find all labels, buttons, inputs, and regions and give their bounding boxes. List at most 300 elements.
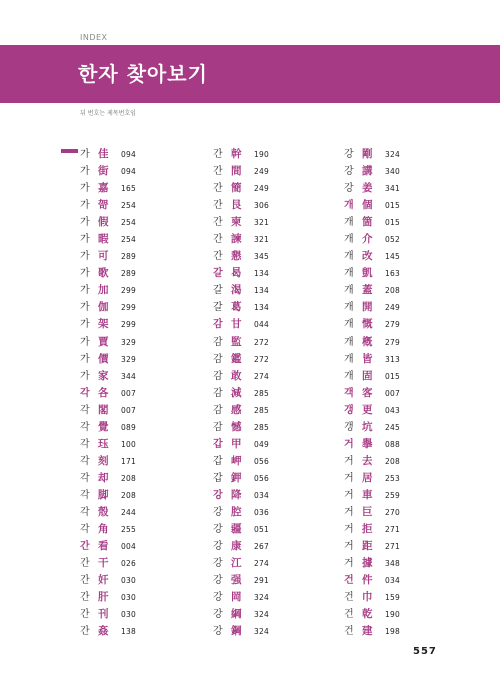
index-entry [213, 194, 269, 211]
entry-hanja: 鋼 [231, 625, 242, 638]
entry-hangul: 간 [213, 166, 223, 178]
index-entry [213, 535, 269, 552]
index-entry [80, 433, 136, 450]
index-entry [344, 143, 400, 160]
entry-hanja: 姜 [362, 182, 373, 195]
entry-hanja: 皆 [362, 352, 373, 365]
index-entry [213, 586, 269, 603]
index-entry [344, 313, 400, 330]
entry-number: 329 [121, 337, 136, 347]
entry-hanja: 剛 [362, 148, 373, 160]
entry-hanja: 艮 [231, 199, 242, 212]
index-entry [344, 177, 400, 194]
entry-hangul: 강 [344, 183, 354, 195]
entry-number: 299 [121, 303, 136, 313]
entry-number: 274 [254, 559, 269, 569]
entry-number: 007 [121, 405, 136, 415]
index-entry [213, 518, 269, 535]
entry-hangul: 가 [80, 149, 90, 160]
entry-hanja: 干 [98, 557, 109, 570]
index-entry [344, 518, 400, 535]
entry-number: 244 [121, 507, 136, 517]
entry-number: 344 [121, 371, 136, 381]
entry-hangul: 거 [344, 472, 354, 484]
index-entry [213, 228, 269, 245]
entry-number: 254 [121, 201, 136, 211]
index-entry [344, 399, 400, 416]
entry-number: 249 [254, 167, 269, 177]
entry-hanja: 姦 [98, 625, 109, 638]
entry-hanja: 各 [98, 386, 109, 399]
entry-hangul: 각 [80, 421, 90, 433]
entry-hanja: 講 [362, 165, 373, 178]
entry-number: 134 [254, 303, 269, 313]
entry-number: 321 [254, 235, 269, 245]
entry-number: 255 [121, 525, 136, 535]
entry-hangul: 건 [344, 592, 354, 604]
entry-hangul: 간 [80, 541, 90, 553]
entry-number: 052 [385, 235, 400, 245]
entry-number: 034 [385, 576, 400, 586]
entry-hanja: 巾 [362, 591, 373, 604]
entry-hangul: 갈 [213, 285, 223, 297]
entry-hangul: 각 [80, 438, 90, 450]
entry-hanja: 脚 [98, 488, 109, 501]
entry-hangul: 거 [344, 558, 354, 570]
entry-hanja: 歌 [98, 267, 109, 280]
entry-hanja: 假 [98, 216, 109, 229]
entry-hangul: 거 [344, 524, 354, 536]
index-entry [80, 450, 136, 467]
index-entry [213, 399, 269, 416]
entry-number: 274 [254, 371, 269, 381]
index-entry [344, 348, 400, 365]
index-entry [344, 245, 400, 262]
entry-hangul: 강 [344, 149, 354, 160]
entry-number: 321 [254, 218, 269, 228]
index-entry [344, 586, 400, 603]
entry-hanja: 距 [362, 540, 373, 553]
entry-number: 306 [254, 201, 269, 211]
entry-number: 254 [121, 218, 136, 228]
entry-hanja: 價 [98, 352, 109, 365]
entry-number: 340 [385, 167, 400, 177]
index-entry [80, 382, 136, 399]
entry-hangul: 갈 [213, 302, 223, 314]
entry-hanja: 嘉 [98, 182, 109, 195]
entry-number: 324 [254, 593, 269, 603]
entry-hanja: 伽 [98, 301, 109, 314]
index-entry [213, 382, 269, 399]
entry-hangul: 가 [80, 234, 90, 246]
entry-hanja: 擧 [362, 437, 373, 450]
entry-hangul: 갑 [213, 472, 223, 484]
index-entry [80, 177, 136, 194]
entry-number: 036 [254, 507, 269, 517]
entry-number: 324 [254, 627, 269, 637]
entry-hangul: 감 [213, 370, 223, 382]
entry-hangul: 간 [213, 234, 223, 246]
entry-number: 134 [254, 269, 269, 279]
entry-hanja: 葛 [231, 301, 242, 314]
entry-hangul: 각 [80, 404, 90, 416]
entry-hanja: 改 [362, 250, 373, 263]
index-entry [344, 262, 400, 279]
index-column-3 [344, 143, 400, 637]
entry-hangul: 간 [80, 575, 90, 587]
index-entry [80, 194, 136, 211]
entry-number: 249 [385, 303, 400, 313]
entry-hangul: 개 [344, 251, 354, 263]
index-entry [80, 603, 136, 620]
entry-hangul: 가 [80, 285, 90, 297]
entry-number: 272 [254, 354, 269, 364]
entry-hanja: 康 [231, 540, 242, 553]
entry-hangul: 감 [213, 387, 223, 399]
entry-hangul: 객 [344, 387, 354, 399]
index-entry [213, 262, 269, 279]
index-entry [80, 160, 136, 177]
entry-hanja: 架 [98, 318, 109, 331]
entry-number: 289 [121, 252, 136, 262]
entry-hangul: 간 [213, 149, 223, 160]
index-entry [344, 228, 400, 245]
index-entry [344, 416, 400, 433]
entry-hangul: 간 [80, 609, 90, 621]
entry-hanja: 車 [362, 488, 373, 501]
index-entry [344, 569, 400, 586]
index-entry [80, 467, 136, 484]
index-entry [80, 228, 136, 245]
entry-number: 030 [121, 576, 136, 586]
entry-hanja: 乾 [362, 608, 373, 621]
entry-number: 145 [385, 252, 400, 262]
entry-hangul: 가 [80, 336, 90, 348]
index-entry [344, 211, 400, 228]
entry-hangul: 각 [80, 489, 90, 501]
index-entry [213, 211, 269, 228]
entry-number: 208 [121, 490, 136, 500]
entry-hangul: 감 [213, 319, 223, 331]
entry-number: 088 [385, 439, 400, 449]
entry-hanja: 甘 [231, 318, 242, 331]
index-column-2 [213, 143, 269, 637]
entry-hangul: 개 [344, 234, 354, 246]
index-entry [80, 620, 136, 637]
index-entry [213, 603, 269, 620]
entry-hanja: 街 [98, 165, 109, 178]
entry-number: 267 [254, 542, 269, 552]
entry-hangul: 감 [213, 353, 223, 365]
entry-hangul: 개 [344, 200, 354, 212]
index-entry [344, 535, 400, 552]
entry-hangul: 강 [213, 524, 223, 536]
page-number: 557 [413, 646, 437, 657]
index-entry [80, 331, 136, 348]
index-entry [344, 450, 400, 467]
entry-number: 270 [385, 507, 400, 517]
title-banner [0, 45, 500, 103]
entry-number: 044 [254, 320, 269, 330]
index-entry [213, 177, 269, 194]
entry-hanja: 疆 [231, 523, 242, 536]
entry-number: 313 [385, 354, 400, 364]
entry-hanja: 刊 [98, 608, 109, 621]
entry-number: 015 [385, 218, 400, 228]
entry-hangul: 각 [80, 506, 90, 518]
entry-number: 291 [254, 576, 269, 586]
entry-hangul: 개 [344, 217, 354, 229]
entry-hanja: 看 [98, 540, 109, 553]
entry-number: 245 [385, 422, 400, 432]
index-entry [80, 211, 136, 228]
entry-hangul: 건 [344, 626, 354, 638]
index-entry [344, 331, 400, 348]
entry-number: 190 [385, 610, 400, 620]
entry-hangul: 강 [213, 506, 223, 518]
entry-number: 043 [385, 405, 400, 415]
entry-hangul: 거 [344, 455, 354, 467]
entry-number: 259 [385, 490, 400, 500]
entry-hangul: 강 [213, 541, 223, 553]
index-entry [344, 484, 400, 501]
index-entry [213, 416, 269, 433]
entry-hangul: 강 [213, 609, 223, 621]
entry-hangul: 각 [80, 524, 90, 536]
entry-number: 271 [385, 525, 400, 535]
entry-number: 159 [385, 593, 400, 603]
entry-hanja: 更 [362, 403, 373, 416]
entry-number: 285 [254, 422, 269, 432]
index-entry [213, 569, 269, 586]
index-entry [213, 433, 269, 450]
entry-hangul: 개 [344, 336, 354, 348]
entry-hanja: 哿 [98, 199, 109, 212]
entry-hangul: 간 [213, 251, 223, 263]
index-entry [213, 331, 269, 348]
entry-hangul: 강 [213, 575, 223, 587]
entry-hangul: 가 [80, 251, 90, 263]
index-entry [213, 467, 269, 484]
index-entry [80, 296, 136, 313]
index-entry [80, 518, 136, 535]
start-marker [61, 149, 78, 153]
index-entry [80, 313, 136, 330]
entry-number: 254 [121, 235, 136, 245]
index-entry [213, 620, 269, 637]
entry-hangul: 갈 [213, 268, 223, 280]
entry-hangul: 가 [80, 217, 90, 229]
index-entry [80, 365, 136, 382]
index-entry [80, 501, 136, 518]
entry-hangul: 감 [213, 404, 223, 416]
index-entry [213, 501, 269, 518]
entry-hanja: 岡 [231, 591, 242, 604]
index-entry [80, 569, 136, 586]
entry-hanja: 諫 [231, 233, 242, 246]
index-entry [213, 484, 269, 501]
entry-number: 279 [385, 337, 400, 347]
entry-hanja: 奸 [98, 574, 109, 587]
entry-hangul: 간 [213, 217, 223, 229]
entry-hangul: 거 [344, 489, 354, 501]
entry-number: 348 [385, 559, 400, 569]
entry-number: 007 [385, 388, 400, 398]
entry-number: 165 [121, 184, 136, 194]
entry-hanja: 件 [362, 574, 373, 587]
index-entry [80, 399, 136, 416]
entry-number: 030 [121, 610, 136, 620]
entry-hanja: 閣 [98, 403, 109, 416]
entry-number: 271 [385, 542, 400, 552]
entry-hangul: 개 [344, 302, 354, 314]
entry-hangul: 강 [213, 592, 223, 604]
entry-hanja: 岬 [231, 454, 242, 467]
entry-hanja: 懇 [231, 250, 242, 263]
index-entry [80, 348, 136, 365]
entry-hanja: 殼 [98, 505, 109, 518]
entry-hanja: 槪 [362, 335, 373, 348]
entry-number: 249 [254, 184, 269, 194]
entry-hangul: 개 [344, 285, 354, 297]
entry-number: 208 [121, 473, 136, 483]
entry-number: 094 [121, 167, 136, 177]
entry-number: 208 [385, 456, 400, 466]
entry-number: 345 [254, 252, 269, 262]
entry-hanja: 降 [231, 488, 242, 501]
index-entry [213, 160, 269, 177]
entry-number: 163 [385, 269, 400, 279]
entry-hanja: 據 [362, 557, 373, 570]
entry-number: 056 [254, 456, 269, 466]
entry-hangul: 강 [213, 489, 223, 501]
entry-hangul: 간 [213, 200, 223, 212]
index-entry [213, 552, 269, 569]
entry-hangul: 각 [80, 387, 90, 399]
entry-number: 138 [121, 627, 136, 637]
index-entry [344, 552, 400, 569]
entry-hangul: 개 [344, 370, 354, 382]
entry-number: 100 [121, 439, 136, 449]
entry-hangul: 각 [80, 455, 90, 467]
entry-number: 208 [385, 286, 400, 296]
entry-hanja: 去 [362, 454, 373, 467]
entry-hanja: 肝 [98, 591, 109, 604]
entry-number: 134 [254, 286, 269, 296]
entry-hangul: 갱 [344, 421, 354, 433]
entry-hangul: 가 [80, 200, 90, 212]
entry-number: 324 [254, 610, 269, 620]
entry-hanja: 家 [98, 369, 109, 382]
entry-hangul: 갱 [344, 404, 354, 416]
entry-hangul: 감 [213, 336, 223, 348]
entry-hanja: 感 [231, 403, 242, 416]
page-title: 한자 찾아보기 [78, 62, 208, 86]
index-entry [344, 501, 400, 518]
index-entry [213, 450, 269, 467]
entry-number: 089 [121, 422, 136, 432]
entry-number: 279 [385, 320, 400, 330]
entry-hanja: 角 [98, 523, 109, 536]
index-entry [80, 143, 136, 160]
entry-hangul: 가 [80, 268, 90, 280]
entry-number: 341 [385, 184, 400, 194]
entry-hanja: 減 [231, 386, 242, 399]
index-note: 뒤 번호는 제목번호임 [80, 110, 136, 117]
entry-hanja: 刻 [98, 454, 109, 467]
entry-number: 026 [121, 559, 136, 569]
entry-hangul: 거 [344, 541, 354, 553]
index-entry [344, 194, 400, 211]
entry-hangul: 가 [80, 353, 90, 365]
index-entry [80, 279, 136, 296]
index-entry [213, 245, 269, 262]
index-entry [213, 348, 269, 365]
index-entry [213, 365, 269, 382]
index-entry [80, 535, 136, 552]
entry-number: 034 [254, 490, 269, 500]
index-entry [80, 484, 136, 501]
entry-hangul: 개 [344, 353, 354, 365]
entry-hanja: 曷 [231, 267, 242, 280]
index-entry [213, 143, 269, 160]
entry-hangul: 가 [80, 302, 90, 314]
entry-number: 049 [254, 439, 269, 449]
entry-number: 299 [121, 286, 136, 296]
entry-hanja: 鉀 [231, 471, 242, 484]
entry-hanja: 憾 [231, 420, 242, 433]
entry-hangul: 거 [344, 506, 354, 518]
entry-hangul: 가 [80, 166, 90, 178]
entry-hanja: 客 [362, 386, 373, 399]
entry-number: 190 [254, 150, 269, 159]
entry-number: 272 [254, 337, 269, 347]
entry-hanja: 監 [231, 335, 242, 348]
entry-number: 289 [121, 269, 136, 279]
entry-hangul: 강 [213, 626, 223, 638]
entry-hanja: 建 [362, 625, 373, 638]
entry-hanja: 甲 [231, 437, 242, 450]
entry-number: 285 [254, 405, 269, 415]
entry-hangul: 강 [344, 166, 354, 178]
index-entry [344, 365, 400, 382]
entry-hanja: 强 [231, 574, 242, 587]
entry-hanja: 暇 [98, 233, 109, 246]
entry-hangul: 거 [344, 438, 354, 450]
entry-hangul: 간 [80, 626, 90, 638]
index-entry [344, 160, 400, 177]
entry-number: 030 [121, 593, 136, 603]
entry-hanja: 珏 [98, 437, 109, 450]
entry-hanja: 介 [362, 233, 373, 246]
entry-hanja: 覺 [98, 420, 109, 433]
entry-hanja: 固 [362, 369, 373, 382]
index-entry [213, 313, 269, 330]
section-label: INDEX [80, 33, 108, 42]
entry-hangul: 간 [80, 592, 90, 604]
entry-hangul: 각 [80, 472, 90, 484]
entry-hangul: 가 [80, 370, 90, 382]
entry-number: 198 [385, 627, 400, 637]
entry-hangul: 갑 [213, 455, 223, 467]
entry-number: 171 [121, 456, 136, 466]
entry-hanja: 可 [98, 250, 109, 263]
entry-hanja: 鑑 [231, 352, 242, 365]
entry-hangul: 개 [344, 268, 354, 280]
entry-hanja: 腔 [231, 505, 242, 518]
entry-hangul: 개 [344, 319, 354, 331]
entry-hanja: 簡 [231, 182, 242, 195]
